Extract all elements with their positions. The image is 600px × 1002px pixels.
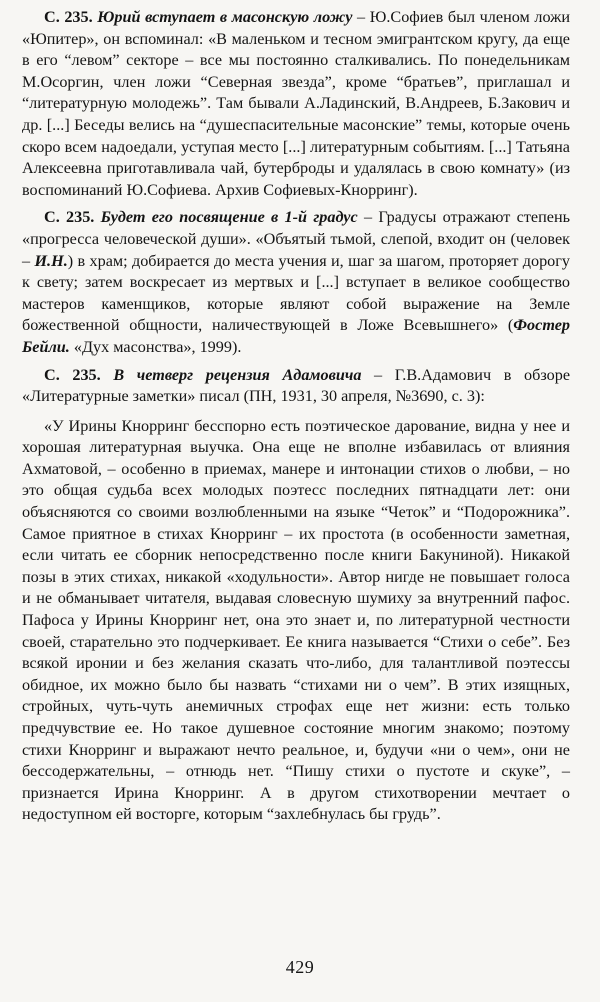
- note-paragraph-adamovich-review: [22, 365, 570, 408]
- page-reference: С. 235.: [44, 208, 95, 227]
- note-heading: В четверг рецензия Адамовича: [113, 365, 362, 384]
- source-author: Фостер Бейли.: [22, 316, 570, 356]
- note-body: – Ю.Софиев был членом ложи «Юпитер», он вспоминал: «В маленьком и тесном эмигрантском кругу, да еще в его “левом” секторе – все мы постоянно сталкивались. По понедельникам М.Осоргин, член ложи “Северная звезда”, кроме “братьев”, приглашал и “литературную молодежь”. Там бывали А.Ладинский, В.Андреев, Б.Закович и др. [...] Беседы велись на “душеспасительные масонские” темы, которые очень скоро всем надоедали, уступая место [...] литературным событиям. [...] Татьяна Алексеевна приготавливала чай, бутерброды и удалялась в свою комнату» (из воспоминаний Ю.Софиева. Архив Софиевых-Кнорринг).: [22, 8, 570, 199]
- page-reference: С. 235.: [44, 365, 101, 384]
- note-body: «Дух масонства», 1999).: [69, 337, 242, 356]
- note-body: ) в храм; добирается до места учения и, шаг за шагом, проторяет дорогу к свету; затем воскресает из мертвых и [...] вступает в великое сообщество мастеров каменщиков, которые являют собой выражение на Земле божественной общности, наличествующей в Ложе Всевышнего» (: [22, 251, 571, 335]
- review-quotation: «У Ирины Кнорринг бесспорно есть поэтическое дарование, видна у нее и хорошая литературная выучка. Она еще не вполне избавилась от влияния Ахматовой, – особенно в приемах, манере и интонации стихов о любви, – но это общая судьба всех молодых поэтесс последних пятнадцати лет: они объясняются со своими возлюбленными на языке “Четок” и “Подорожника”. Самое приятное в стихах Кнорринг – их простота (в особенности заметная, если читать ее сборник непосредственно после книги Бакуниной). Никакой позы в этих стихах, никакой «ходульности». Автор нигде не повышает голоса и не обманывает читателя, выдавая словесную шумиху за внутренний пафос. Пафоса у Ирины Кнорринг нет, она это знает и, по литературной честности своей, старательно это подчеркивает. Ее книга называется “Стихи о себе”. Без всякой иронии и без желания сказать что-либо, для талантливой поэтессы обидное, их можно было бы назвать “стихами ни о чем”. В этих изящных, стройных, чуть-чуть анемичных строфах еще нет жизни: есть только предчувствие ее. Но такое душевное состояние многим знакомо; поэтому стихи Кнорринг и выражают нечто реальное, и, будучи «ни о чем», они не бессодержательны, – отнюдь нет. “Пишу стихи о пустоте и скуке”, – признается Ирина Кнорринг. А в другом стихотворении мечтает о недоступном ей восторге, которым “захлебнулась бы грудь”.: [22, 416, 570, 824]
- note-paragraph-first-degree: [22, 207, 570, 358]
- note-heading: Будет его посвящение в 1-й градус: [100, 208, 358, 227]
- note-paragraph-masonic-lodge: [22, 7, 570, 201]
- note-heading: Юрий вступает в масонскую ложу: [97, 8, 353, 26]
- page-number: 429: [285, 957, 315, 977]
- note-body: – Градусы отражают степень «прогресса человеческой души». «Объятый тьмой, слепой, входит он (человек –: [22, 208, 570, 270]
- note-body: – Г.В.Адамович в обзоре «Литературные заметки» писал (ПН, 1931, 30 апреля, №3690, с. 3):: [22, 365, 570, 406]
- page-reference: С. 235.: [44, 8, 93, 26]
- editor-initials: И.Н.: [34, 251, 68, 270]
